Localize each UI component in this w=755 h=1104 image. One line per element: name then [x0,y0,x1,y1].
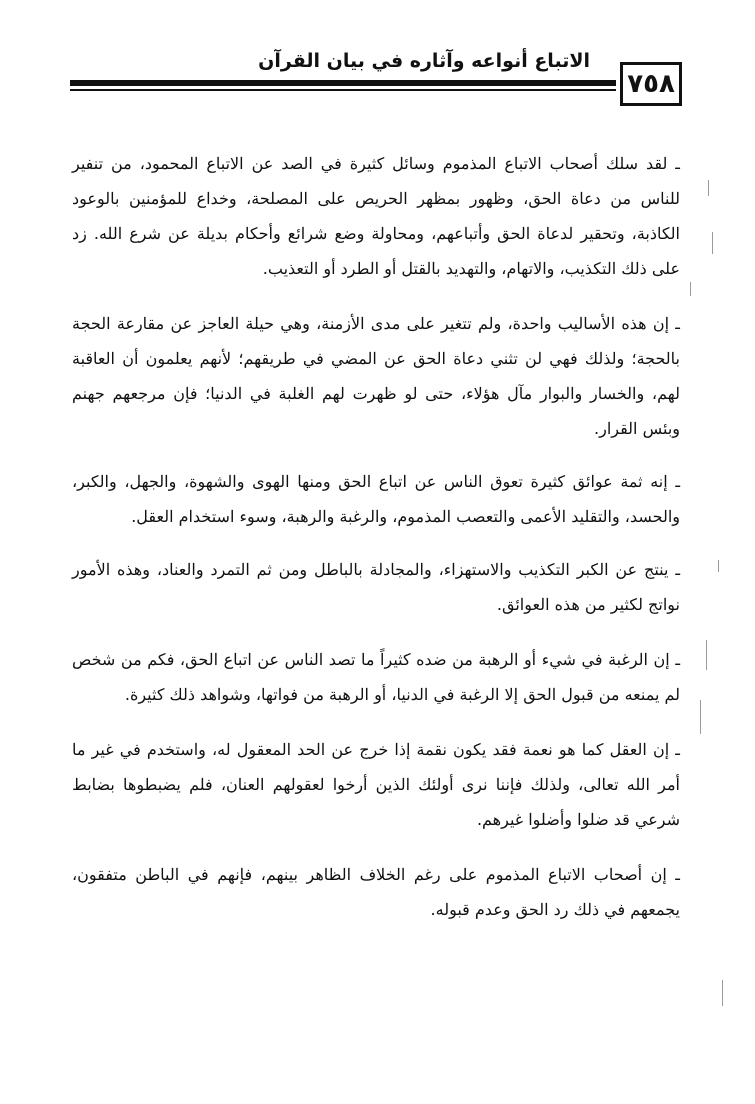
scan-margin-mark [722,980,723,1006]
paragraph-2: ـ إن هذه الأساليب واحدة، ولم تتغير على مدى الأزمنة، وهي حيلة العاجز عن مقارعة الحجة بالحجة؛ ولذلك فهي لن تثني دعاة الحق عن المضي في طريقهم؛ لأنهم يعلمون أن العاقبة لهم، والخسار والبوار مآل هؤلاء، حتى لو ظهرت لهم الغلبة في الدنيا؛ فإن مرجعهم جهنم وبئس القرار. [72,314,680,438]
page-number: ٧٥٨ [620,62,682,106]
paragraph-7: ـ إن أصحاب الاتباع المذموم على رغم الخلاف الظاهر بينهم، فإنهم في الباطن متفقون، يجمعهم في ذلك رد الحق وعدم قبوله. [72,865,680,919]
scan-margin-mark [708,180,709,196]
paragraph-3: ـ إنه ثمة عوائق كثيرة تعوق الناس عن اتباع الحق ومنها الهوى والشهوة، والجهل، والكبر، والحسد، والتقليد الأعمى والتعصب المذموم، والرغبة والرهبة، وسوء استخدام العقل. [72,472,680,526]
scan-margin-mark [712,232,713,254]
paragraph-1: ـ لقد سلك أصحاب الاتباع المذموم وسائل كثيرة في الصد عن الاتباع المحمود، من تنفير للناس من دعاة الحق، وظهور بمظهر الحريص على المصلحة، وخداع للمؤمنين بالوعود الكاذبة، وتحقير لدعاة الحق وأتباعهم، ومحاولة وضع شرائع وأحكام بديلة عن شرع الله. زد على ذلك التكذيب، والاتهام، والتهديد بالقتل أو الطرد أو التعذيب. [72,154,681,278]
scan-margin-mark [700,700,701,734]
header-rule-thin [70,89,616,91]
scan-margin-mark [690,282,691,296]
running-title: الاتباع أنواعه وآثاره في بيان القرآن [258,50,590,72]
header-rule-thick [70,80,616,86]
scan-margin-mark [718,560,719,572]
scan-margin-mark [706,640,707,670]
paragraph-4: ـ ينتج عن الكبر التكذيب والاستهزاء، والمجادلة بالباطل ومن ثم التمرد والعناد، وهذه الأمور نواتج لكثير من هذه العوائق. [72,560,680,614]
paragraph-5: ـ إن الرغبة في شيء أو الرهبة من ضده كثيراً ما تصد الناس عن اتباع الحق، فكم من شخص لم يمنعه من قبول الحق إلا الرغبة في الدنيا، أو الرهبة من فواتها، وشواهد ذلك كثيرة. [72,650,680,704]
page-header [70,40,682,110]
page-body [72,146,680,947]
paragraph-6: ـ إن العقل كما هو نعمة فقد يكون نقمة إذا خرج عن الحد المعقول له، واستخدم في غير ما أمر الله تعالى، ولذلك فإننا نرى أولئك الذين أرخوا لعقولهم العنان، فلم يضبطوها بضابط شرعي قد ضلوا وأضلوا غيرهم. [72,740,680,829]
